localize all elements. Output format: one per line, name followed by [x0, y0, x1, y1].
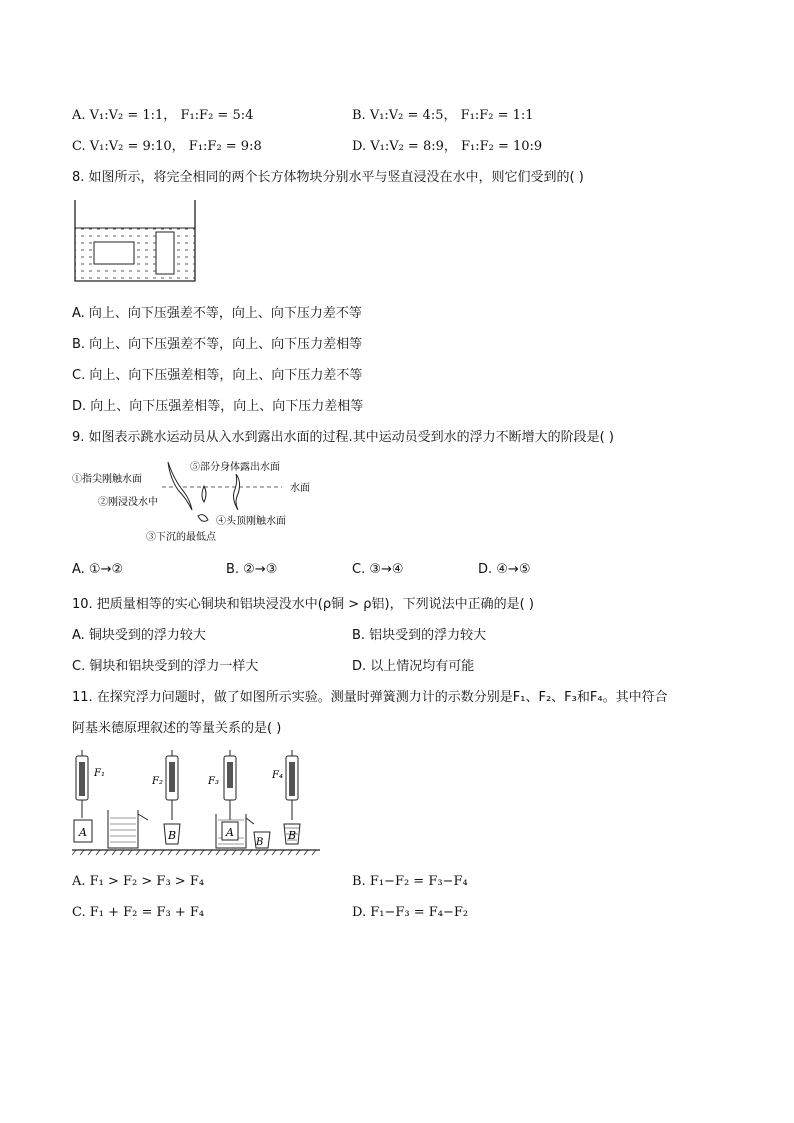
diver-submerged [202, 486, 206, 502]
q7-option-d[interactable]: D. V₁:V₂ = 8:9， F₁:F₂ = 10:9 [352, 139, 543, 154]
q7-option-b[interactable]: B. V₁:V₂ = 4:5， F₁:F₂ = 1:1 [352, 108, 534, 123]
label-lowest-point: ③下沉的最低点 [146, 532, 216, 543]
q7-option-a[interactable]: A. V₁:V₂ = 1:1， F₁:F₂ = 5:4 [72, 108, 254, 123]
q11-figure-spring-scales [72, 748, 322, 858]
scale-2 [151, 750, 180, 844]
label-fingertip-touch: ①指尖刚触水面 [72, 474, 142, 485]
q10-stem: 10. 把质量相等的实心铜块和铝块浸没水中(ρ铜 > ρ铝)，下列说法中正确的是( ) [72, 597, 534, 612]
q8-option-a[interactable]: A. 向上、向下压强差不等，向上、向下压力差不等 [72, 306, 362, 321]
f2-label: F₂ [152, 776, 163, 787]
q9-option-a[interactable]: A. ①→② [72, 562, 124, 577]
label-just-submerged: ②刚浸没水中 [98, 497, 158, 508]
diver-entering [168, 462, 192, 510]
q8-option-d[interactable]: D. 向上、向下压强差相等，向上、向下压力差相等 [72, 399, 364, 414]
scale-3 [207, 750, 270, 848]
q9-option-d[interactable]: D. ④→⑤ [478, 562, 531, 577]
q8-option-b[interactable]: B. 向上、向下压强差不等，向上、向下压力差相等 [72, 337, 363, 352]
label-head-touch: ④头顶刚触水面 [216, 516, 286, 527]
q10-option-a[interactable]: A. 铜块受到的浮力较大 [72, 628, 206, 643]
water-fill [75, 228, 195, 280]
f1-label: F₁ [94, 768, 105, 779]
q11-option-d[interactable]: D. F₁−F₃ = F₄−F₂ [352, 905, 469, 920]
cup-b-label-1: B [168, 829, 177, 842]
q8-stem: 8. 如图所示，将完全相同的两个长方体物块分别水平与竖直浸没在水中，则它们受到的( ) [72, 170, 584, 185]
q11-option-b[interactable]: B. F₁−F₂ = F₃−F₄ [352, 874, 468, 889]
q8-option-c[interactable]: C. 向上、向下压强差相等，向上、向下压力差不等 [72, 368, 363, 383]
block-a-label-1: A [79, 826, 87, 839]
q8-figure-water-tank [72, 198, 200, 284]
q11-stem-line1: 11. 在探究浮力问题时，做了如图所示实验。测量时弹簧测力计的示数分别是F₁、F₂、F₃和F₄。其中符合 [72, 690, 668, 705]
diver-lowest [198, 515, 208, 522]
vertical-block [156, 232, 174, 274]
scale-1 [74, 750, 105, 842]
diver-surfacing [234, 474, 240, 510]
q11-stem-line2: 阿基米德原理叙述的等量关系的是( ) [72, 721, 282, 736]
q7-option-c[interactable]: C. V₁:V₂ = 9:10， F₁:F₂ = 9:8 [72, 139, 262, 154]
q10-option-d[interactable]: D. 以上情况均有可能 [352, 659, 475, 674]
label-partly-out: ⑤部分身体露出水面 [190, 462, 280, 473]
q9-figure-diver [72, 452, 342, 544]
q11-option-c[interactable]: C. F₁ + F₂ = F₃ + F₄ [72, 905, 205, 920]
q9-option-b[interactable]: B. ②→③ [226, 562, 278, 577]
block-a-label-2: A [226, 826, 234, 839]
cup-b-label-2: B [256, 837, 264, 848]
overflow-cup [108, 810, 148, 848]
cup-b-label-3: B [288, 829, 297, 842]
q9-stem: 9. 如图表示跳水运动员从入水到露出水面的过程.其中运动员受到水的浮力不断增大的阶段是( ) [72, 430, 614, 445]
f4-label: F₄ [272, 770, 283, 781]
q11-option-a[interactable]: A. F₁ > F₂ > F₃ > F₄ [72, 874, 205, 889]
f3-label: F₃ [208, 776, 219, 787]
scale-4 [271, 750, 300, 844]
q10-option-b[interactable]: B. 铝块受到的浮力较大 [352, 628, 487, 643]
q9-option-c[interactable]: C. ③→④ [352, 562, 404, 577]
q10-option-c[interactable]: C. 铜块和铝块受到的浮力一样大 [72, 659, 259, 674]
label-water-surface: 水面 [290, 483, 310, 494]
horizontal-block [94, 242, 134, 264]
